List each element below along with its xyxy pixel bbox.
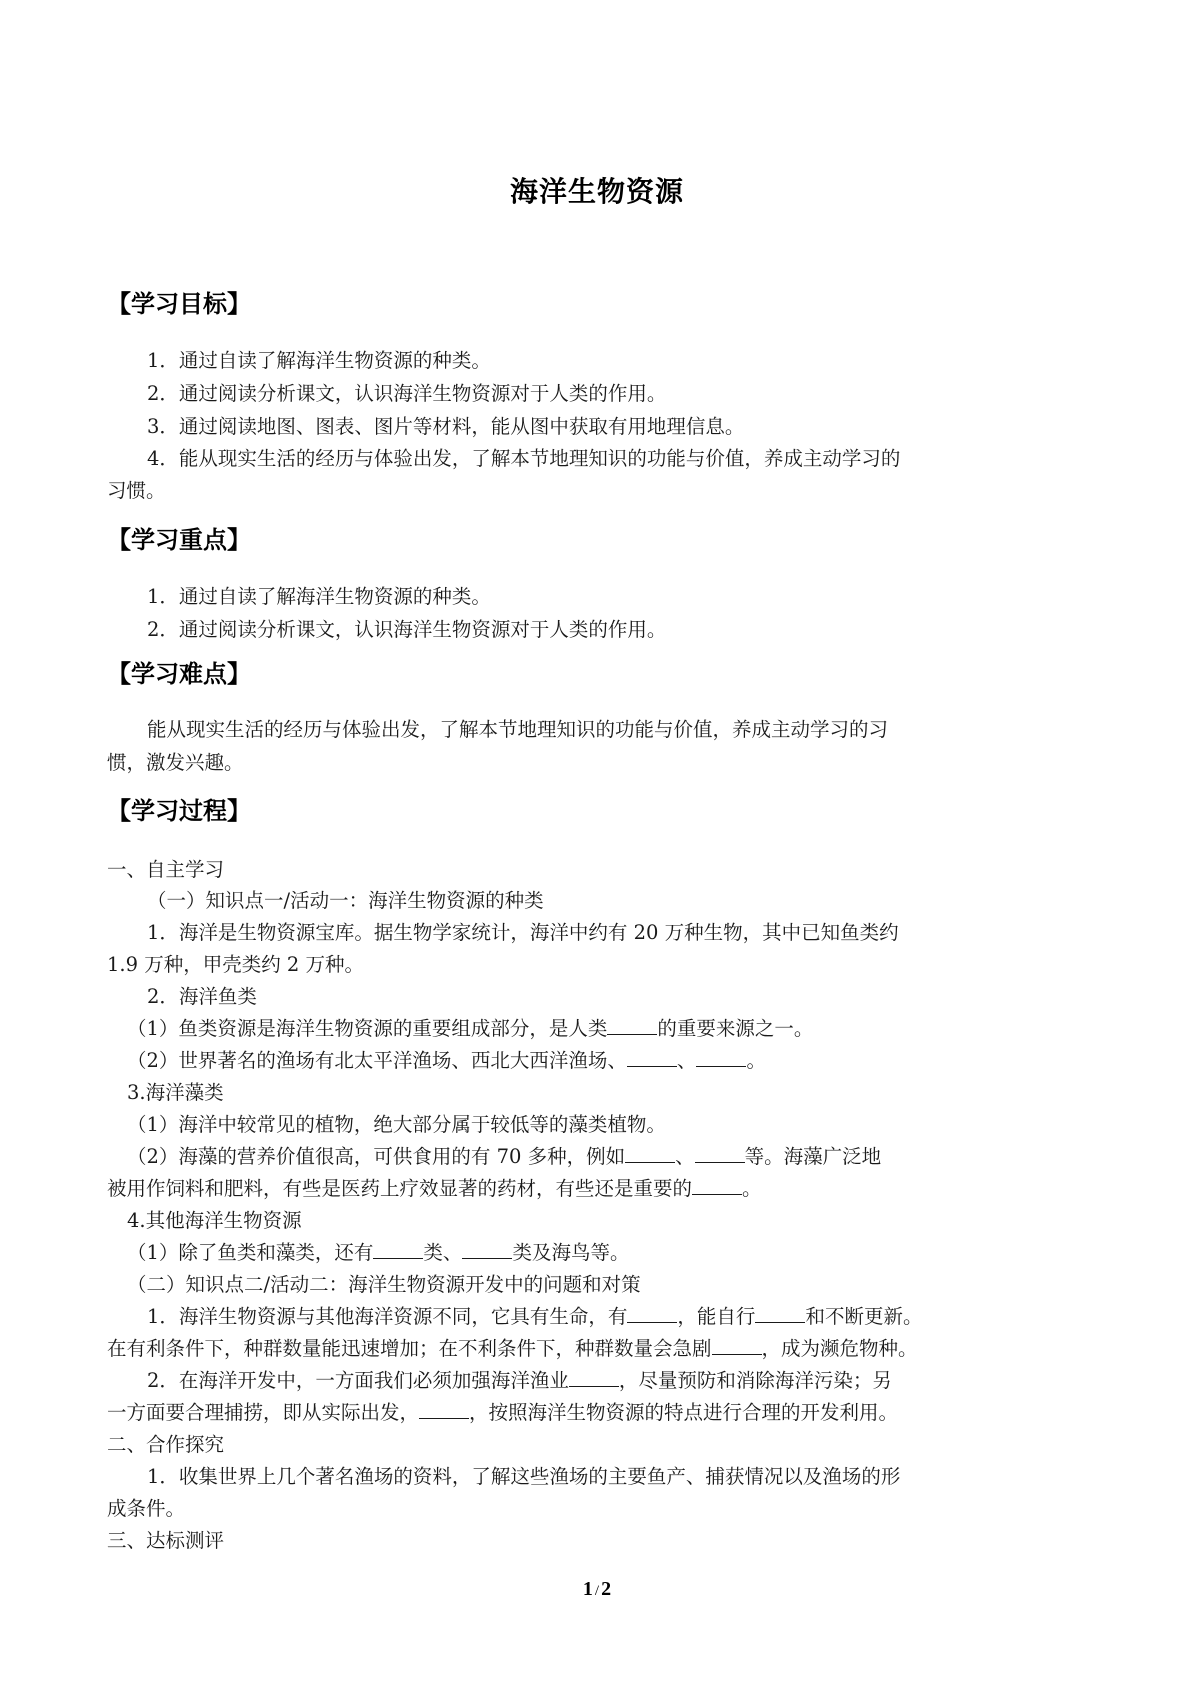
fill-blank[interactable] [696, 1046, 746, 1067]
kp2-paragraph-2-text: ，按照海洋生物资源的特点进行合理的开发利用。 [469, 1401, 899, 1424]
current-page: 1 [582, 1578, 593, 1600]
fill-blank[interactable] [627, 1302, 677, 1323]
fill-blank[interactable] [569, 1366, 619, 1387]
fill-blank[interactable] [419, 1398, 469, 1419]
objective-item: 4．能从现实生活的经历与体验出发，了解本节地理知识的功能与价值，养成主动学习的 [147, 447, 901, 470]
kp2-paragraph-1-text: ，成为濒危物种。 [761, 1337, 918, 1360]
fill-blank[interactable] [712, 1334, 762, 1355]
part1-title: 一、自主学习 [107, 858, 225, 881]
coop-item-1-cont: 成条件。 [107, 1497, 186, 1520]
fill-blank[interactable] [607, 1014, 657, 1035]
other-item-1-text: （1）除了鱼类和藻类，还有 [127, 1241, 374, 1264]
objective-item: 3．通过阅读地图、图表、图片等材料，能从图中获取有用地理信息。 [147, 415, 745, 438]
fish-item-2-text: 、 [676, 1049, 697, 1072]
kp2-paragraph-2-text: ，尽量预防和消除海洋污染；另 [618, 1369, 892, 1392]
kp2-paragraph-2-cont [107, 1398, 1087, 1428]
heading-key-points: 【学习重点】 [107, 526, 251, 554]
objective-item: 1．通过自读了解海洋生物资源的种类。 [147, 349, 491, 372]
algae-item-2-text: 等。海藻广泛地 [744, 1145, 882, 1168]
page-separator: / [594, 1583, 600, 1599]
fish-title: 2．海洋鱼类 [147, 985, 257, 1008]
algae-title: 3.海洋藻类 [127, 1081, 224, 1104]
objective-item: 2．通过阅读分析课文，认识海洋生物资源对于人类的作用。 [147, 382, 667, 405]
fill-blank[interactable] [692, 1174, 742, 1195]
heading-objectives: 【学习目标】 [107, 290, 251, 318]
difficulty-text: 能从现实生活的经历与体验出发，了解本节地理知识的功能与价值，养成主动学习的习 [147, 718, 889, 741]
algae-item-2-text: 被用作饲料和肥料，有些是医药上疗效显著的药材，有些还是重要的 [107, 1177, 693, 1200]
fill-blank[interactable] [462, 1238, 512, 1259]
part3-title: 三、达标测评 [107, 1529, 225, 1552]
kp2-title: （二）知识点二/活动二：海洋生物资源开发中的问题和对策 [127, 1273, 641, 1296]
fish-item-2-text: 。 [746, 1049, 766, 1072]
total-pages: 2 [601, 1578, 612, 1600]
kp2-paragraph-1-text: 在有利条件下，种群数量能迅速增加；在不利条件下，种群数量会急剧 [107, 1337, 712, 1360]
fish-item-2 [107, 1046, 1107, 1076]
kp2-paragraph-1-text: 和不断更新。 [805, 1305, 923, 1328]
fill-blank[interactable] [627, 1046, 677, 1067]
fish-item-1-text: 的重要来源之一。 [657, 1017, 814, 1040]
fish-item-1-text: （1）鱼类资源是海洋生物资源的重要组成部分，是人类 [127, 1017, 608, 1040]
fill-blank[interactable] [625, 1142, 675, 1163]
other-title: 4.其他海洋生物资源 [127, 1209, 302, 1232]
fish-item-2-text: （2）世界著名的渔场有北太平洋渔场、西北大西洋渔场、 [127, 1049, 627, 1072]
fill-blank[interactable] [755, 1302, 805, 1323]
other-item-1-text: 类及海鸟等。 [512, 1241, 630, 1264]
kp2-paragraph-2 [107, 1366, 1127, 1396]
fill-blank[interactable] [373, 1238, 423, 1259]
kp1-paragraph-cont: 1.9 万种，甲壳类约 2 万种。 [107, 953, 365, 976]
part2-title: 二、合作探究 [107, 1433, 225, 1456]
other-item-1-text: 类、 [423, 1241, 463, 1264]
difficulty-text-cont: 惯，激发兴趣。 [107, 751, 244, 774]
kp2-paragraph-1-cont [107, 1334, 1087, 1364]
algae-item-2 [107, 1142, 1107, 1172]
document-title: 海洋生物资源 [509, 175, 684, 208]
other-item-1 [107, 1238, 1107, 1268]
heading-difficulties: 【学习难点】 [107, 660, 251, 688]
key-point-item: 1．通过自读了解海洋生物资源的种类。 [147, 585, 491, 608]
kp2-paragraph-2-text: 一方面要合理捕捞，即从实际出发， [107, 1401, 420, 1424]
page-number [107, 1578, 1087, 1601]
kp2-paragraph-1 [107, 1302, 1127, 1332]
kp1-paragraph: 1．海洋是生物资源宝库。据生物学家统计，海洋中约有 20 万种生物，其中已知鱼类约 [147, 921, 899, 944]
kp1-title: （一）知识点一/活动一：海洋生物资源的种类 [147, 889, 544, 912]
algae-item-2-text: 、 [675, 1145, 695, 1168]
kp2-paragraph-1-text: ，能自行 [677, 1305, 756, 1328]
kp2-paragraph-2-text: 2．在海洋开发中，一方面我们必须加强海洋渔业 [147, 1369, 569, 1392]
kp2-paragraph-1-text: 1．海洋生物资源与其他海洋资源不同，它具有生命，有 [147, 1305, 628, 1328]
algae-item-1: （1）海洋中较常见的植物，绝大部分属于较低等的藻类植物。 [127, 1113, 666, 1136]
algae-item-2-text: 。 [742, 1177, 762, 1200]
objective-item-cont: 习惯。 [107, 479, 166, 502]
heading-process: 【学习过程】 [107, 797, 251, 825]
algae-item-2-cont [107, 1174, 1087, 1204]
coop-item-1: 1．收集世界上几个著名渔场的资料，了解这些渔场的主要鱼产、捕获情况以及渔场的形 [147, 1465, 901, 1488]
algae-item-2-text: （2）海藻的营养价值很高，可供食用的有 70 多种，例如 [127, 1145, 626, 1168]
key-point-item: 2．通过阅读分析课文，认识海洋生物资源对于人类的作用。 [147, 618, 667, 641]
fish-item-1 [107, 1014, 1107, 1044]
fill-blank[interactable] [695, 1142, 745, 1163]
